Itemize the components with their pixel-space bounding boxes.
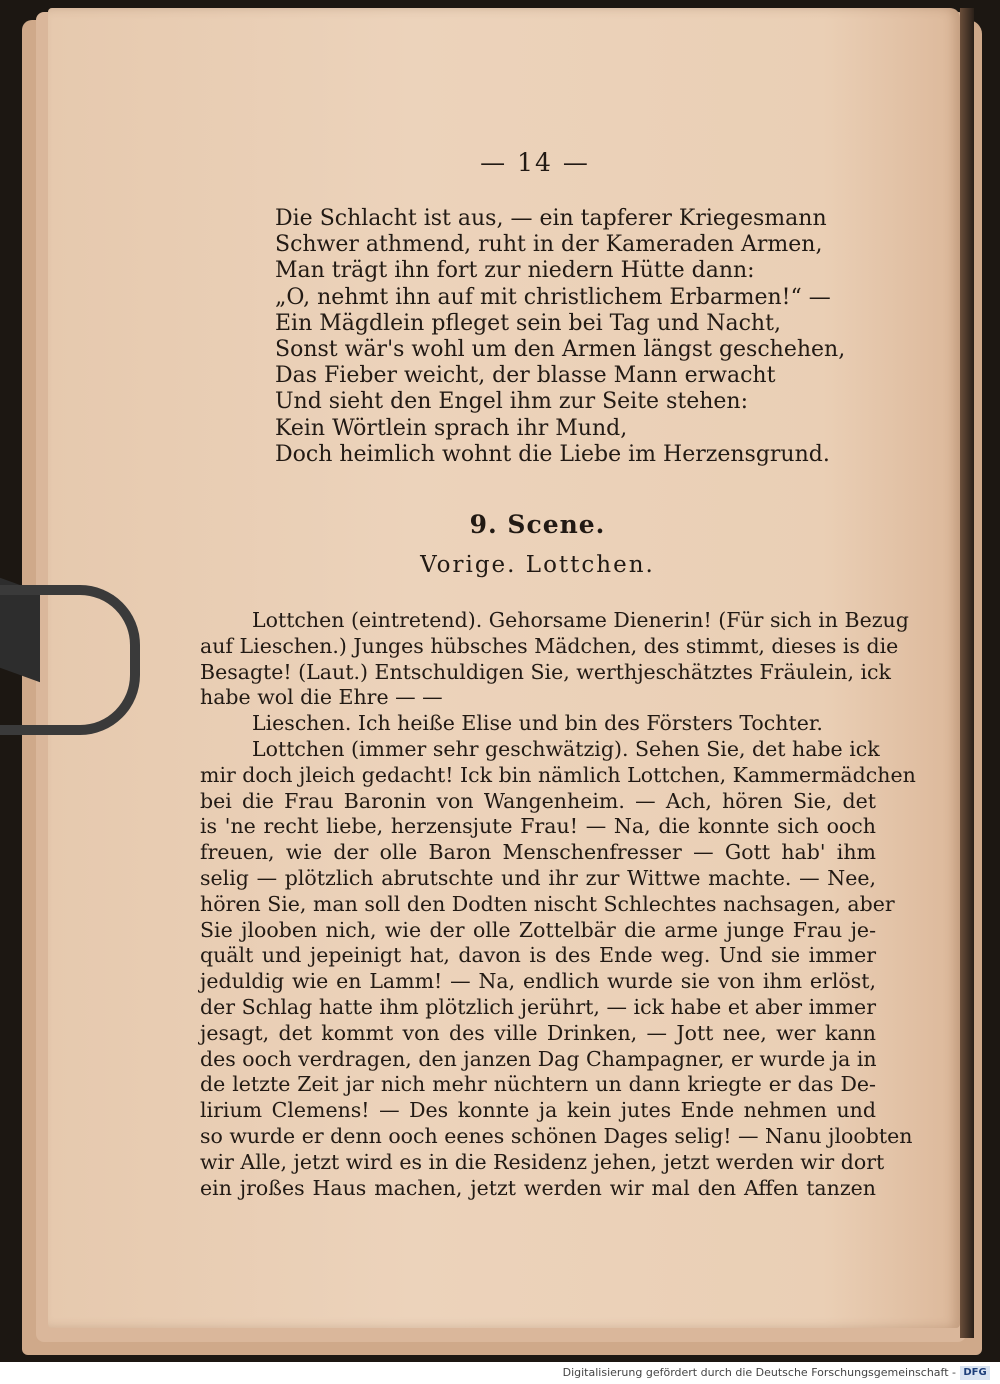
scene-persons: Vorige. Lottchen. [420, 552, 655, 578]
page-number: — 14 — [480, 148, 590, 177]
poem-line: Schwer athmend, ruht in der Kameraden Armen, [275, 232, 823, 258]
prose-line: wir Alle, jetzt wird es in die Residenz jehen, jetzt werden wir dort [200, 1149, 885, 1174]
prose-line: mir doch jleich gedacht! Ick bin nämlich Lottchen, Kammermädchen [200, 762, 916, 787]
prose-line: so wurde er denn ooch eenes schönen Dages selig! — Nanu jloobten [200, 1123, 913, 1148]
prose-line: bei die Frau Baronin von Wangenheim. — Ach, hören Sie, det [200, 788, 876, 813]
footer-credit: Digitalisierung gefördert durch die Deutsche Forschungsgemeinschaft - [562, 1366, 956, 1379]
prose-line: Lottchen (eintretend). Gehorsame Dienerin! (Für sich in Bezug [252, 608, 909, 632]
prose-line: freuen, wie der olle Baron Menschenfresser — Gott hab' ihm [200, 840, 876, 865]
prose-line: der Schlag hatte ihm plötzlich jerührt, — ick habe et aber immer [200, 994, 876, 1019]
poem-line: Kein Wörtlein sprach ihr Mund, [275, 415, 628, 441]
prose-line: auf Lieschen.) Junges hübsches Mädchen, des stimmt, dieses is die [200, 633, 899, 658]
prose-line: Lottchen (immer sehr geschwätzig). Sehen Sie, det habe ick [252, 736, 880, 761]
prose-line: selig — plötzlich abrutschte und ihr zur Wittwe machte. — Nee, [200, 865, 876, 890]
prose-line: des ooch verdragen, den janzen Dag Champagner, er wurde ja in [200, 1046, 877, 1071]
poem-line: Und sieht den Engel ihm zur Seite stehen: [275, 389, 748, 415]
dfg-logo: DFG [960, 1366, 990, 1380]
poem-line: „O, nehmt ihn auf mit christlichem Erbarmen!“ — [275, 284, 831, 310]
prose-line: de letzte Zeit jar nich mehr nüchtern un dann kriegte er das De- [200, 1072, 876, 1097]
scene-heading: 9. Scene. [469, 510, 606, 539]
prose-line: jesagt, det kommt von des ville Drinken, — Jott nee, wer kann [200, 1020, 876, 1045]
paper-clip [0, 585, 140, 735]
poem-line: Sonst wär's wohl um den Armen längst geschehen, [275, 337, 846, 363]
poem-line: Ein Mägdlein pfleget sein bei Tag und Nacht, [275, 310, 781, 336]
prose-line: quält und jepeinigt hat, davon is des Ende weg. Und sie immer [200, 943, 876, 968]
prose-line: is 'ne recht liebe, herzensjute Frau! — Na, die konnte sich ooch [200, 814, 876, 839]
poem-line: Man trägt ihn fort zur niedern Hütte dann: [275, 258, 755, 284]
binding-shadow [960, 8, 974, 1338]
prose-line: Sie jlooben nich, wie der olle Zottelbär die arme junge Frau je- [200, 917, 876, 942]
prose-line: lirium Clemens! — Des konnte ja kein jutes Ende nehmen und [200, 1098, 876, 1123]
prose-line: Besagte! (Laut.) Entschuldigen Sie, werthjeschätztes Fräulein, ick [200, 659, 891, 684]
prose-line: Lieschen. Ich heiße Elise und bin des Försters Tochter. [252, 711, 823, 736]
poem-line: Doch heimlich wohnt die Liebe im Herzensgrund. [275, 441, 830, 467]
poem [275, 206, 845, 468]
poem-line: Das Fieber weicht, der blasse Mann erwacht [275, 363, 776, 389]
prose-line: habe wol die Ehre — — [200, 685, 443, 710]
prose-line: hören Sie, man soll den Dodten nischt Schlechtes nachsagen, aber [200, 891, 895, 916]
prose-block [200, 608, 916, 1201]
poem-line: Die Schlacht ist aus, — ein tapferer Kriegesmann [275, 206, 827, 231]
prose-line: jeduldig wie en Lamm! — Na, endlich wurde sie von ihm erlöst, [200, 969, 876, 994]
prose-line: ein jroßes Haus machen, jetzt werden wir mal den Affen tanzen [200, 1175, 876, 1200]
